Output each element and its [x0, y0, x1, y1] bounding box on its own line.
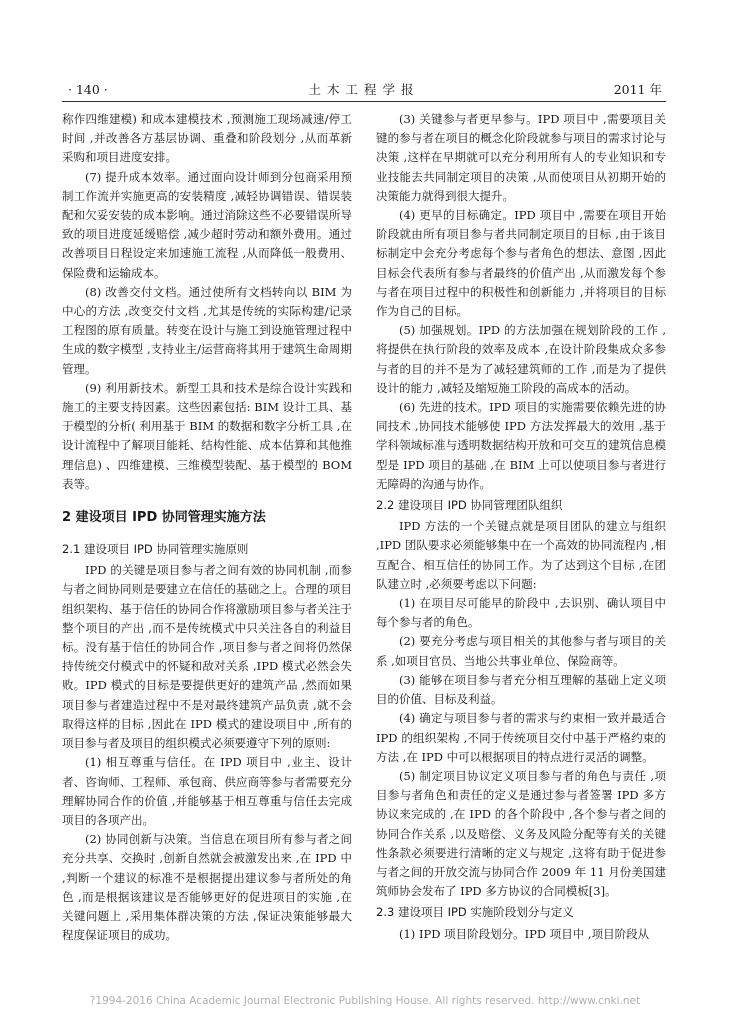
paragraph: (2) 要充分考虑与项目相关的其他参与者与项目的关系 ,如项目官员、当地公共事业单位、保险商等。: [376, 634, 666, 668]
paragraph: IPD 的关键是项目参与者之间有效的协同机制 ,而参与者之间协同则是要建立在信任的基础之上。合理的项目组织架构、基于信任的协同合作将激励项目参与者关注于整个项目的产出 ,而不是传统模式中只关注各自的利益目标。没有基于信任的协同合作 ,项目参与者之间将仍然保持传统交付模式中的怀疑和敌对关系 ,IPD 模式必然会失败。IPD 模式的目标是要提供更好的建筑产品 ,然而如果项目参与者建造过程中不是对最终建筑产品负责 ,就不会取得这样的目标 ,因此在 IPD 模式的建设项目中 ,所有的项目参与者及项目的组织模式必须要遵守下列的原则:: [62, 563, 352, 751]
paragraph: (5) 制定项目协议定义项目参与者的角色与责任 ,项目参与者角色和责任的定义是通过参与者签署 IPD 多方协议来完成的 ,在 IPD 的各个阶段中 ,各个参与者之间的协同合作关系 ,以及赔偿、义务及风险分配等有关的关键性条款必须要进行清晰的定义与规定 ,这将有助于促进参与者之间的开放交流与协同合作 2009 年 11 月份美国建筑师协会发布了 IPD 多方协议的合同模板[3]。: [376, 768, 666, 899]
paragraph: 称作四维建模) 和成本建模技术 ,预测施工现场减速/停工时间 ,并改善各方基层协调、重叠和阶段划分 ,从而革新采购和项目进度安排。: [62, 112, 352, 165]
paragraph: (3) 能够在项目参与者充分相互理解的基础上定义项目的价值、目标及利益。: [376, 672, 666, 707]
paragraph: IPD 方法的一个关键点就是项目团队的建立与组织 ,IPD 团队要求必须能够集中在一个高效的协同流程内 ,相互配合、相互信任的协同工作。为了达到这个目标 ,在团队建立时 ,必须要考虑以下问题:: [376, 519, 666, 591]
page-number: · 140 ·: [68, 82, 108, 97]
paragraph: (9) 利用新技术。新型工具和技术是综合设计实践和施工的主要支持因素。这些因素包括: BIM 设计工具、基于模型的分析( 利用基于 BIM 的数据和数字分析工具 ,在设计流程中了解项目能耗、结构性能、成本估算和其他推理信息) 、四维建模、三维模型装配、基于模型的 BOM 表等。: [62, 380, 352, 491]
paragraph: (5) 加强规划。IPD 的方法加强在规划阶段的工作 ,将提供在执行阶段的效率及成本 ,在设计阶段集成众多参与者的目的并不是为了减轻建筑师的工作 ,而是为了提供设计的能力 ,减轻及缩短施工阶段的高成本的活动。: [376, 323, 666, 395]
publication-year: 2011 年: [613, 82, 662, 97]
paragraph: (1) 在项目尽可能早的阶段中 ,去识别、确认项目中每个参与者的角色。: [376, 596, 666, 630]
running-header: [62, 82, 666, 98]
paragraph: (7) 提升成本效率。通过面向设计师到分包商采用预制工作流并实施更高的安装精度 ,减轻协调错误、错误装配和欠妥安装的成本影响。通过消除这些不必要错误所导致的项目进度延缓赔偿 ,减少超时劳动和额外费用。通过改善项目日程设定来加速施工流程 ,从而降低一般费用、保险费和运输成本。: [62, 169, 352, 280]
left-column: [62, 110, 352, 945]
paragraph: (4) 确定与项目参与者的需求与约束相一致并最适合 IPD 的组织架构 ,不同于传统项目交付中基于严格约束的方法 ,在 IPD 中可以根据项目的特点进行灵活的调整。: [376, 711, 666, 764]
paragraph: (6) 先进的技术。IPD 项目的实施需要依赖先进的协同技术 ,协同技术能够使 IPD 方法发挥最大的效用 ,基于学科领域标准与透明数据结构开放和可交互的建筑信息模型是 IPD 项目的基础 ,在 BIM 上可以使项目参与者进行无障碍的沟通与协作。: [376, 400, 666, 491]
subsection-heading: 2.1 建设项目 IPD 协同管理实施原则: [62, 542, 249, 557]
paragraph: (1) 相互尊重与信任。在 IPD 项目中 ,业主、设计者、咨询师、工程师、承包商、供应商等参与者需要充分理解协同合作的价值 ,并能够基于相互尊重与信任去完成项目的各项产出。: [62, 755, 352, 827]
subsection-heading: 2.2 建设项目 IPD 协同管理团队组织: [376, 498, 563, 513]
section-heading: 2 建设项目 IPD 协同管理实施方法: [62, 510, 266, 526]
paragraph: (2) 协同创新与决策。当信息在项目所有参与者之间充分共享、交换时 ,创新自然就会被激发出来 ,在 IPD 中 ,判断一个建议的标准不是根据提出建议参与者所处的角色 ,而是根据该建议是否能够更好的促进项目的实施 ,在关键问题上 ,采用集体群决策的方法 ,保证决策能够最大程度保证项目的成功。: [62, 832, 352, 943]
subsection-heading: 2.3 建设项目 IPD 实施阶段划分与定义: [376, 905, 574, 920]
right-column: [376, 110, 666, 944]
header-rule: [62, 101, 666, 102]
paragraph: (4) 更早的目标确定。IPD 项目中 ,需要在项目开始阶段就由所有项目参与者共同制定项目的目标 ,由于该目标制定中会充分考虑每个参与者角色的想法、意图 ,因此目标会代表所有参与者最终的价值产出 ,从而激发每个参与者在项目过程中的积极性和创新能力 ,并将项目的目标作为自己的目标。: [376, 208, 666, 319]
paragraph: (8) 改善交付文档。通过使所有文档转向以 BIM 为中心的方法 ,改变交付文档 ,尤其是传统的实际构建/记录工程图的原有质量。转变在设计与施工到设施管理过程中生成的数字模型 ,支持业主/运营商将其用于建筑生命周期管理。: [62, 284, 352, 376]
copyright-footer: ?1994-2016 China Academic Journal Electronic Publishing House. All rights reserved. http://www.cnki.net: [89, 995, 641, 1007]
paragraph: (3) 关键参与者更早参与。IPD 项目中 ,需要项目关键的参与者在项目的概念化阶段就参与项目的需求讨论与决策 ,这样在早期就可以充分利用所有人的专业知识和专业技能去共同制定项目的决策 ,从而使项目从初期开始的决策能力就得到很大提升。: [376, 112, 666, 203]
journal-title: 土木工程学报: [308, 82, 420, 97]
paragraph: (1) IPD 项目阶段划分。IPD 项目中 ,项目阶段从: [399, 926, 650, 941]
